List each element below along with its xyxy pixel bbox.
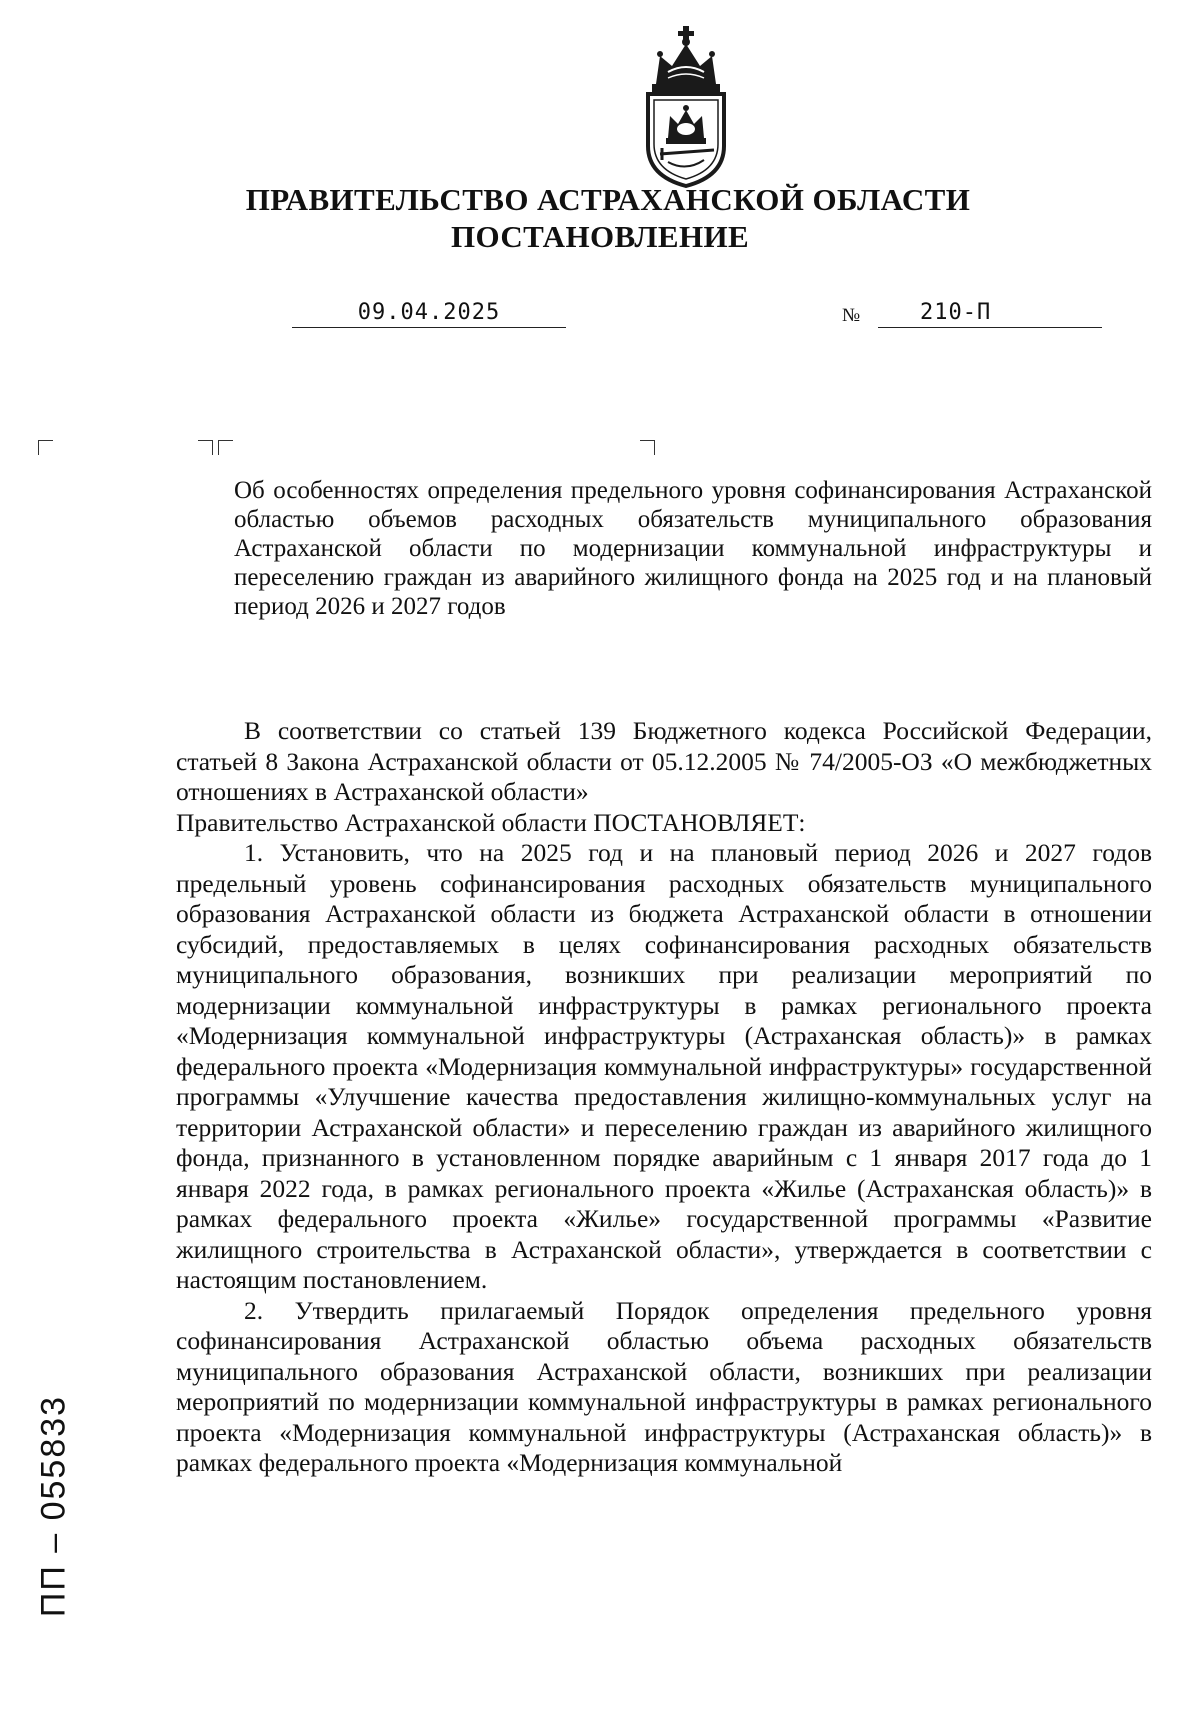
coat-of-arms-emblem (638, 26, 734, 188)
document-body (176, 716, 1152, 1479)
corner-mark-subject-left (218, 440, 233, 455)
number-underline (878, 327, 1102, 328)
preamble-paragraph: В соответствии со статьей 139 Бюджетного кодекса Российской Федерации, статьей 8 Закона Астраханской области от 05.12.2005 № 74/2005-ОЗ «О межбюджетных отношениях в Астраханской области» (176, 716, 1152, 806)
form-serial-text: ПП – 055833 (34, 1394, 73, 1618)
document-date: 09.04.2025 (357, 300, 501, 325)
clause-1-paragraph: 1. Установить, что на 2025 год и на плановый период 2026 и 2027 годов предельный уровень софинансирования расходных обязательств муниципального образования Астраханской области из бюджета Астраханской области в отношении субсидий, предоставляемых в целях софинансирования расходных обязательств муниципального образования, возникших при реализации мероприятий по модернизации коммунальной инфраструктуры в рамках регионального проекта «Модернизация коммунальной инфраструктуры (Астраханская область)» в рамках федерального проекта «Модернизация коммунальной инфраструктуры» государственной программы «Улучшение качества предоставления жилищно-коммунальных услуг на территории Астраханской области» и переселению граждан из аварийного жилищного фонда, признанного в установленном порядке аварийным с 1 января 2017 года до 1 января 2022 года, в рамках регионального проекта «Жилье (Астраханская область)» в рамках федерального проекта «Жилье» государственной программы «Развитие жилищного строительства в Астраханской области», утверждается в соответствии с настоящим постановлением. (176, 838, 1152, 1294)
clause-2-paragraph: 2. Утвердить прилагаемый Порядок определения предельного уровня софинансирования Астраханской областью объема расходных обязательств муниципального образования Астраханской области, возникших при реализации мероприятий по модернизации коммунальной инфраструктуры в рамках регионального проекта «Модернизация коммунальной инфраструктуры (Астраханская область)» в рамках федерального проекта «Модернизация коммунальной (176, 1295, 1152, 1477)
corner-mark-top-left (38, 440, 53, 455)
corner-mark-subject-right (640, 440, 655, 455)
document-subject: Об особенностях определения предельного уровня софинансирования Астраханской областью объемов расходных обязательств муниципального образования Астраханской области по модернизации коммунальной инфраструктуры и переселению граждан из аварийного жилищного фонда на 2025 год и на плановый период 2026 и 2027 годов (234, 477, 1152, 620)
document-type-title: ПОСТАНОВЛЕНИЕ (450, 219, 750, 254)
decree-line: Правительство Астраханской области ПОСТАНОВЛЯЕТ: (176, 807, 806, 837)
number-sign: № (842, 305, 861, 326)
form-serial-number (30, 1352, 78, 1660)
corner-mark-addressee-right (198, 440, 213, 455)
organization-title: ПРАВИТЕЛЬСТВО АСТРАХАНСКОЙ ОБЛАСТИ (245, 182, 971, 217)
date-underline (292, 327, 566, 328)
document-number: 210-П (920, 300, 992, 325)
